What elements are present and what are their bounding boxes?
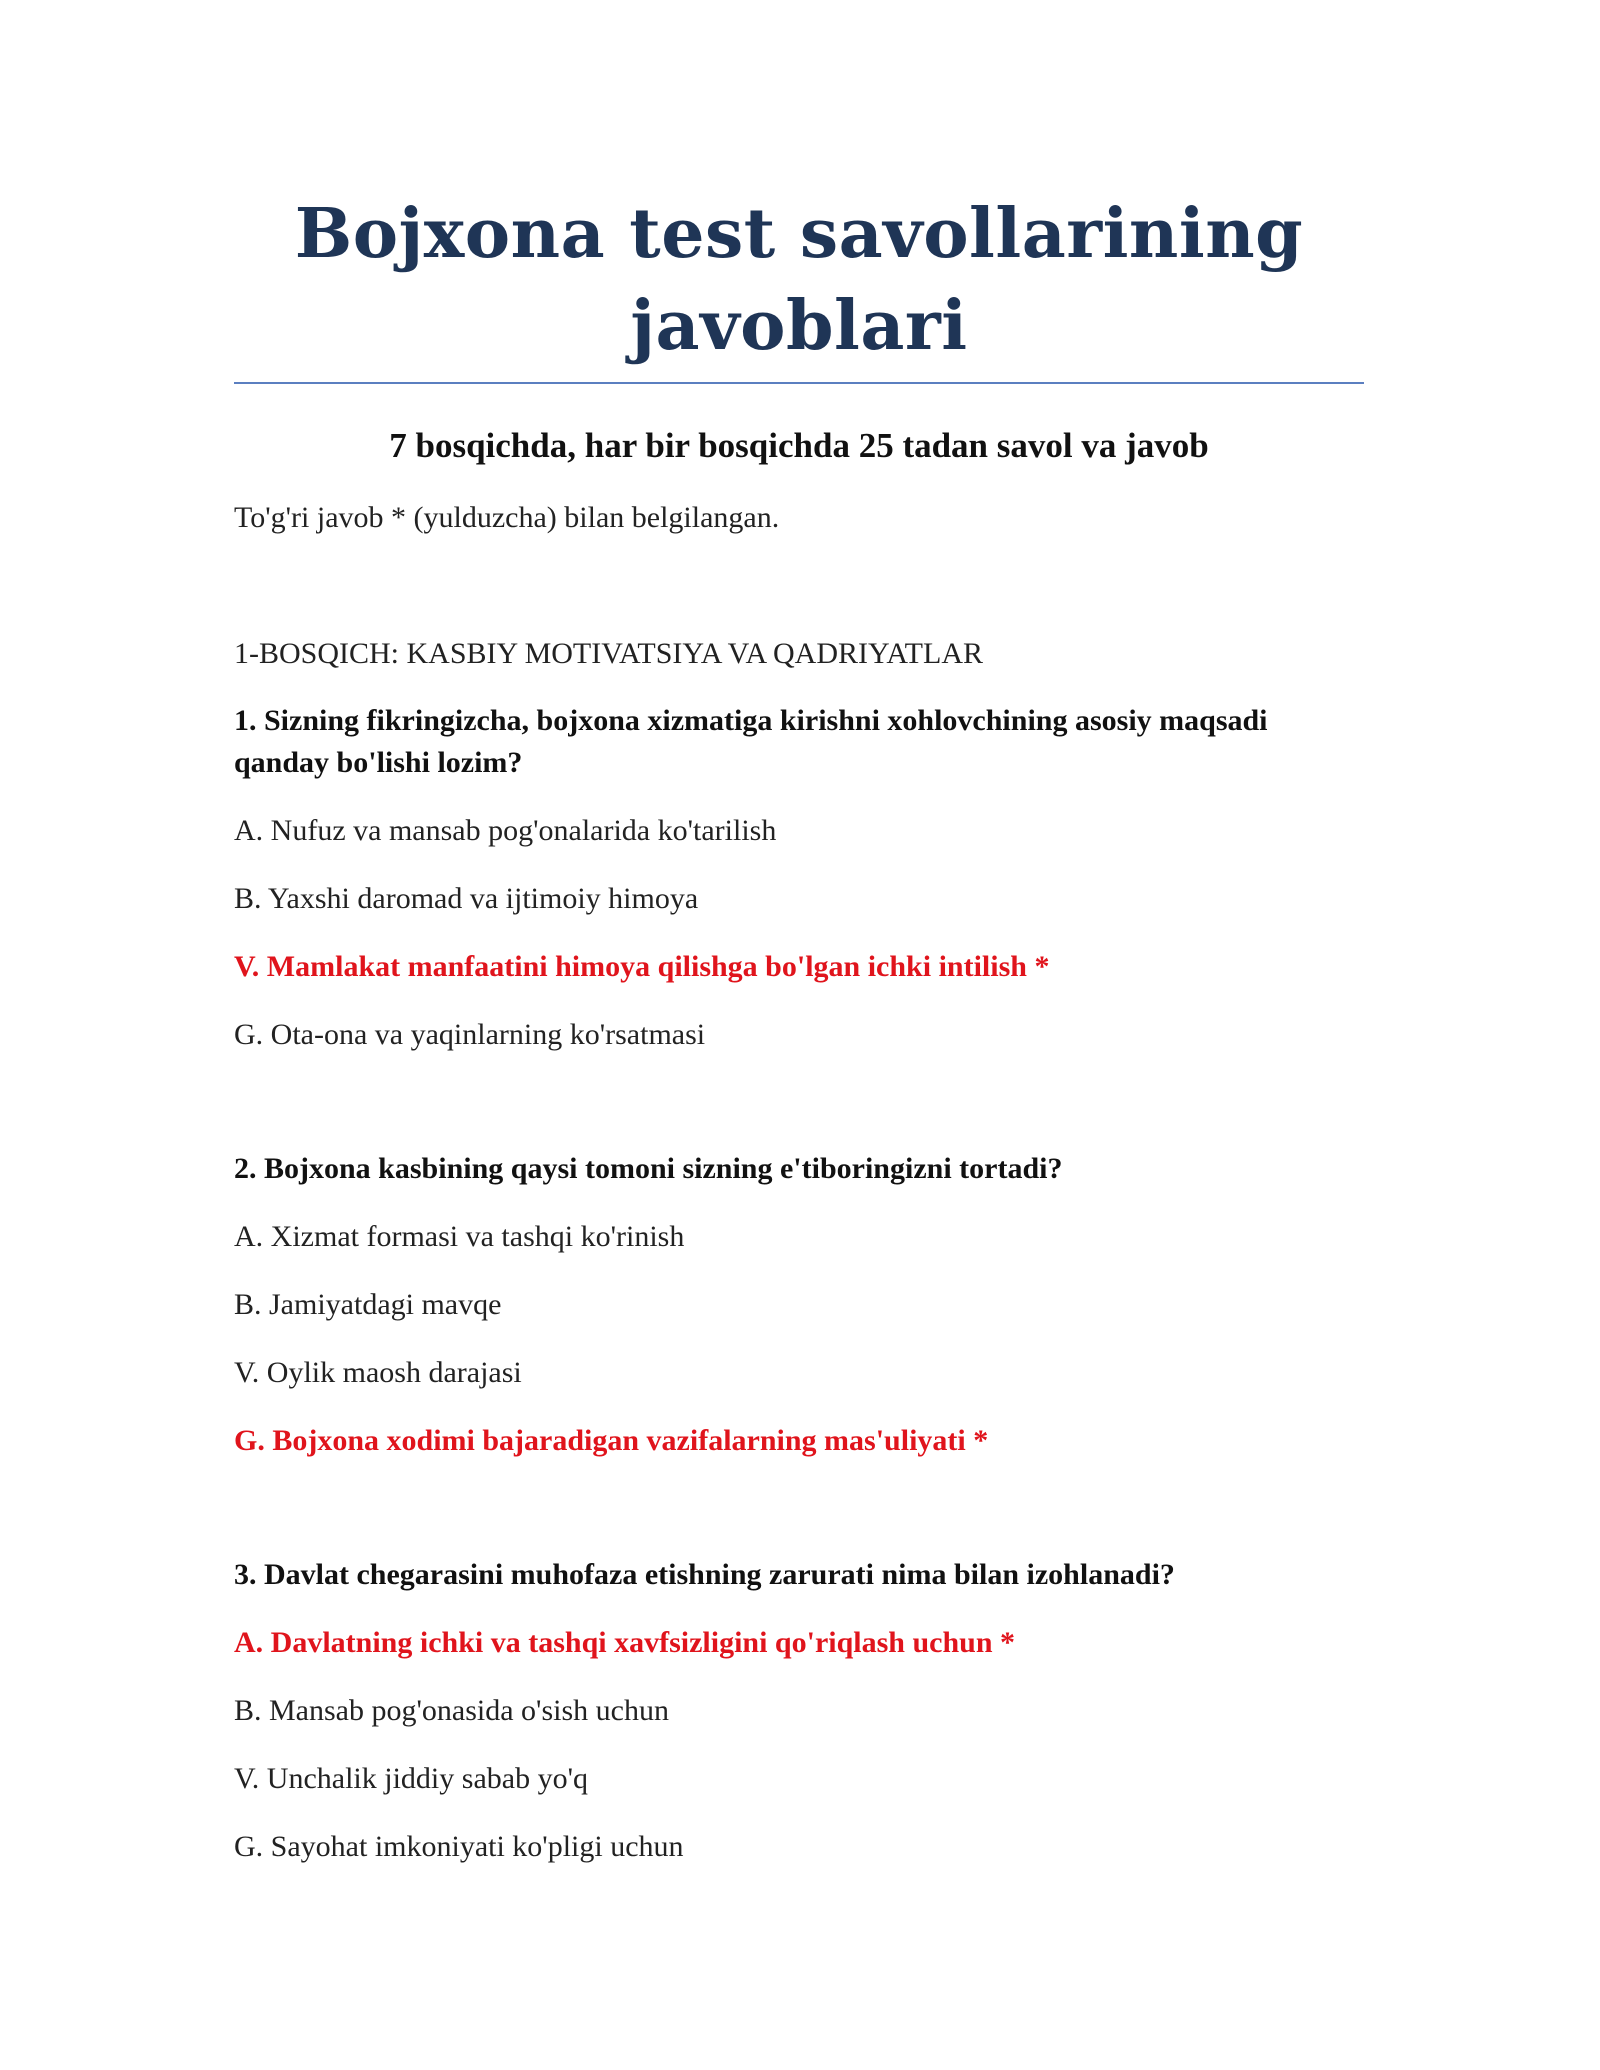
answer-option-v-correct: V. Mamlakat manfaatini himoya qilishga bo'lgan ichki intilish * <box>234 950 1050 983</box>
question-text: 3. Davlat chegarasini muhofaza etishning zarurati nima bilan izohlanadi? <box>234 1558 1175 1591</box>
answer-option-b: B. Mansab pog'onasida o'sish uchun <box>234 1694 669 1727</box>
question-text: 1. Sizning fikringizcha, bojxona xizmatiga kirishni xohlovchining asosiy maqsadi qanday bo'lishi lozim? <box>234 704 1268 779</box>
answer-option-b: B. Jamiyatdagi mavqe <box>234 1288 502 1321</box>
answer-option-v: V. Oylik maosh darajasi <box>234 1356 522 1389</box>
answer-option-v: V. Unchalik jiddiy sabab yo'q <box>234 1762 588 1795</box>
answer-option-g-correct: G. Bojxona xodimi bajaradigan vazifalarning mas'uliyati * <box>234 1424 989 1457</box>
answer-option-a: A. Xizmat formasi va tashqi ko'rinish <box>234 1220 685 1253</box>
section-heading: 1-BOSQICH: KASBIY MOTIVATSIYA VA QADRIYATLAR <box>234 637 983 670</box>
document-title: Bojxona test savollarining javoblari <box>294 194 1304 366</box>
answer-option-g: G. Sayohat imkoniyati ko'pligi uchun <box>234 1830 684 1863</box>
answer-option-a: A. Nufuz va mansab pog'onalarida ko'tarilish <box>234 814 777 847</box>
document-subtitle: 7 bosqichda, har bir bosqichda 25 tadan savol va javob <box>389 426 1209 465</box>
answer-option-b: B. Yaxshi daromad va ijtimoiy himoya <box>234 882 699 915</box>
question-block-3 <box>234 1554 1364 1894</box>
question-block-1 <box>234 700 1364 1082</box>
question-block-2 <box>234 1148 1364 1488</box>
answer-option-g: G. Ota-ona va yaqinlarning ko'rsatmasi <box>234 1018 706 1051</box>
answer-option-a-correct: A. Davlatning ichki va tashqi xavfsizligini qo'riqlash uchun * <box>234 1626 1016 1659</box>
title-divider <box>234 382 1364 384</box>
question-text: 2. Bojxona kasbining qaysi tomoni sizning e'tiboringizni tortadi? <box>234 1152 1063 1185</box>
answer-key-note: To'g'ri javob * (yulduzcha) bilan belgilangan. <box>234 501 780 534</box>
